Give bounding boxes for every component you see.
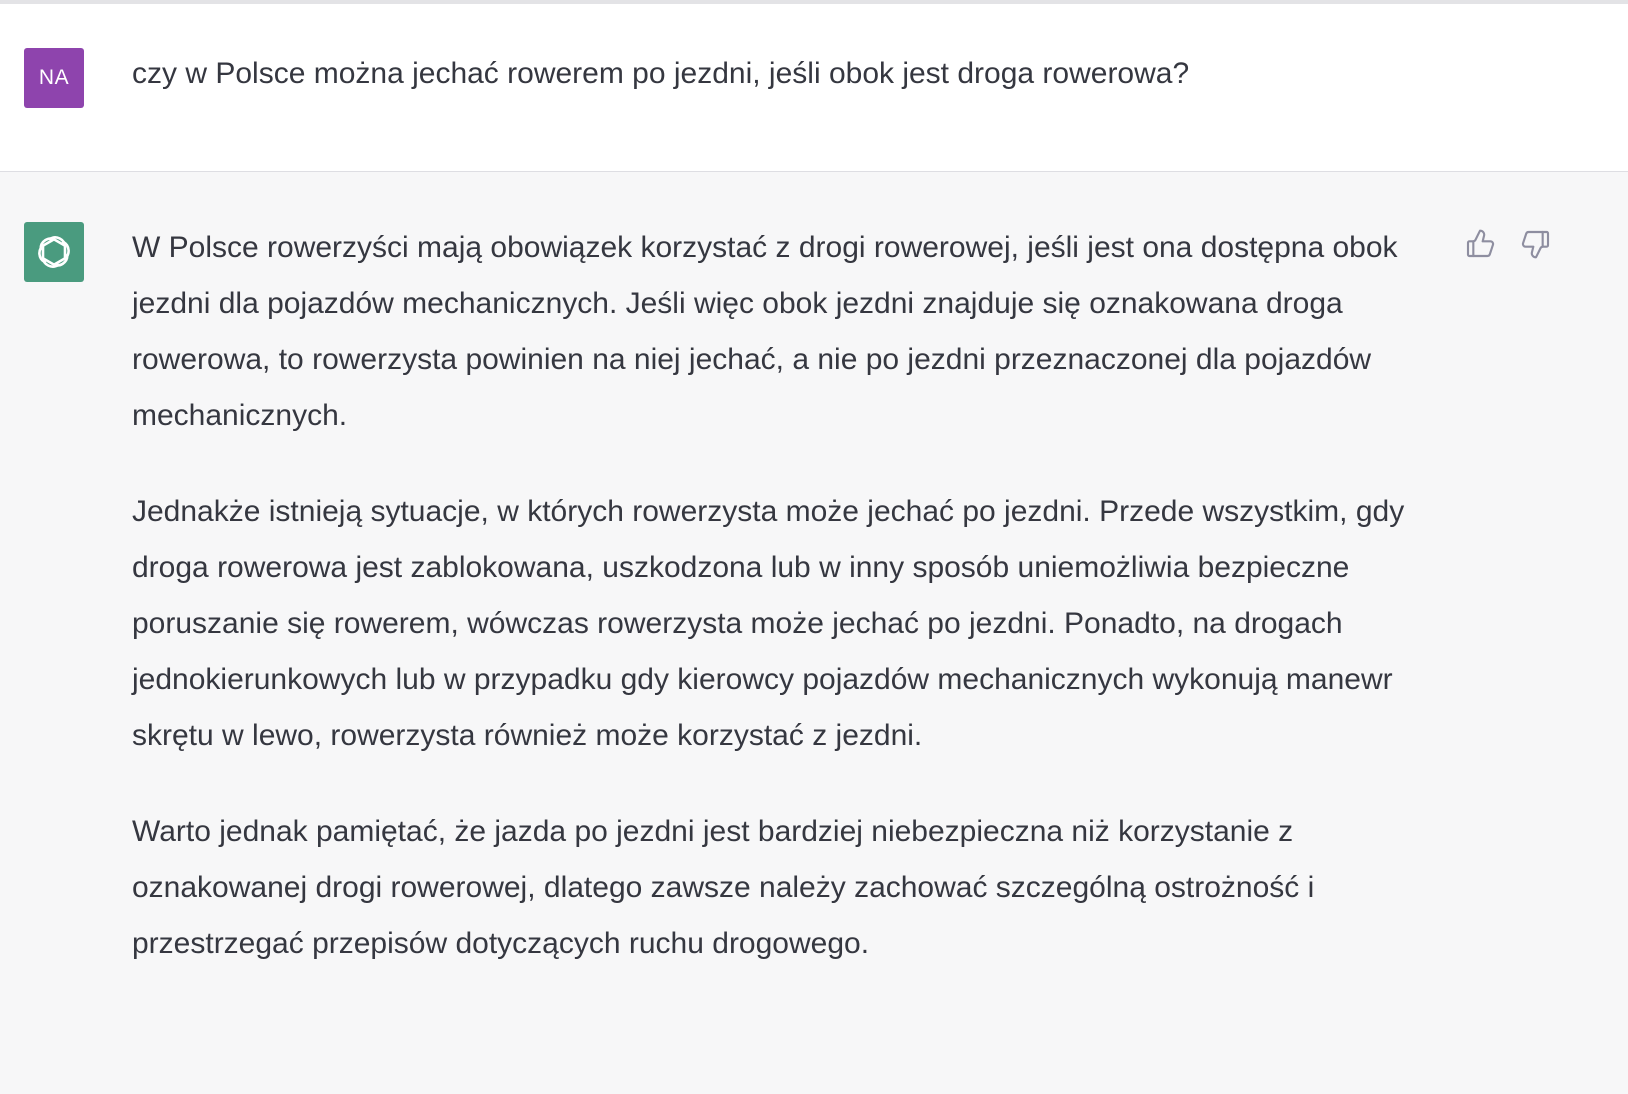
thumbs-down-button[interactable] xyxy=(1518,226,1554,262)
openai-logo-icon xyxy=(33,231,75,273)
answer-paragraph-2: Jednakże istnieją sytuacje, w których rowerzysta może jechać po jezdni. Przede wszystkim, gdy droga rowerowa jest zablokowana, uszkodzona lub w inny sposób uniemożliwia bezpieczne poruszanie się rowerem, wówczas rowerzysta może jechać po jezdni. Ponadto, na drogach jednokierunkowych lub w przypadku gdy kierowcy pojazdów mechanicznych wykonują manewr skrętu w lewo, rowerzysta również może korzystać z jezdni. xyxy=(132,495,1405,752)
user-avatar xyxy=(24,48,84,108)
assistant-avatar xyxy=(24,222,84,282)
user-avatar-initials: NA xyxy=(38,66,70,89)
user-message-text: czy w Polsce można jechać rowerem po jezdni, jeśli obok jest droga rowerowa? xyxy=(132,57,1190,90)
answer-paragraph-1: W Polsce rowerzyści mają obowiązek korzystać z drogi rowerowej, jeśli jest ona dostępna obok jezdni dla pojazdów mechanicznych. Jeśli więc obok jezdni znajduje się oznakowana droga rowerowa, to rowerzysta powinien na niej jechać, a nie po jezdni przeznaczonej dla pojazdów mechanicznych. xyxy=(132,231,1398,432)
assistant-message-text xyxy=(132,220,1432,1012)
thumbs-up-button[interactable] xyxy=(1462,226,1498,262)
thumbs-up-icon xyxy=(1464,228,1496,260)
thumbs-down-icon xyxy=(1520,228,1552,260)
answer-paragraph-3: Warto jednak pamiętać, że jazda po jezdni jest bardziej niebezpieczna niż korzystanie z oznakowanej drogi rowerowej, dlatego zawsze należy zachować szczególną ostrożność i przestrzegać przepisów dotyczących ruchu drogowego. xyxy=(132,815,1315,960)
